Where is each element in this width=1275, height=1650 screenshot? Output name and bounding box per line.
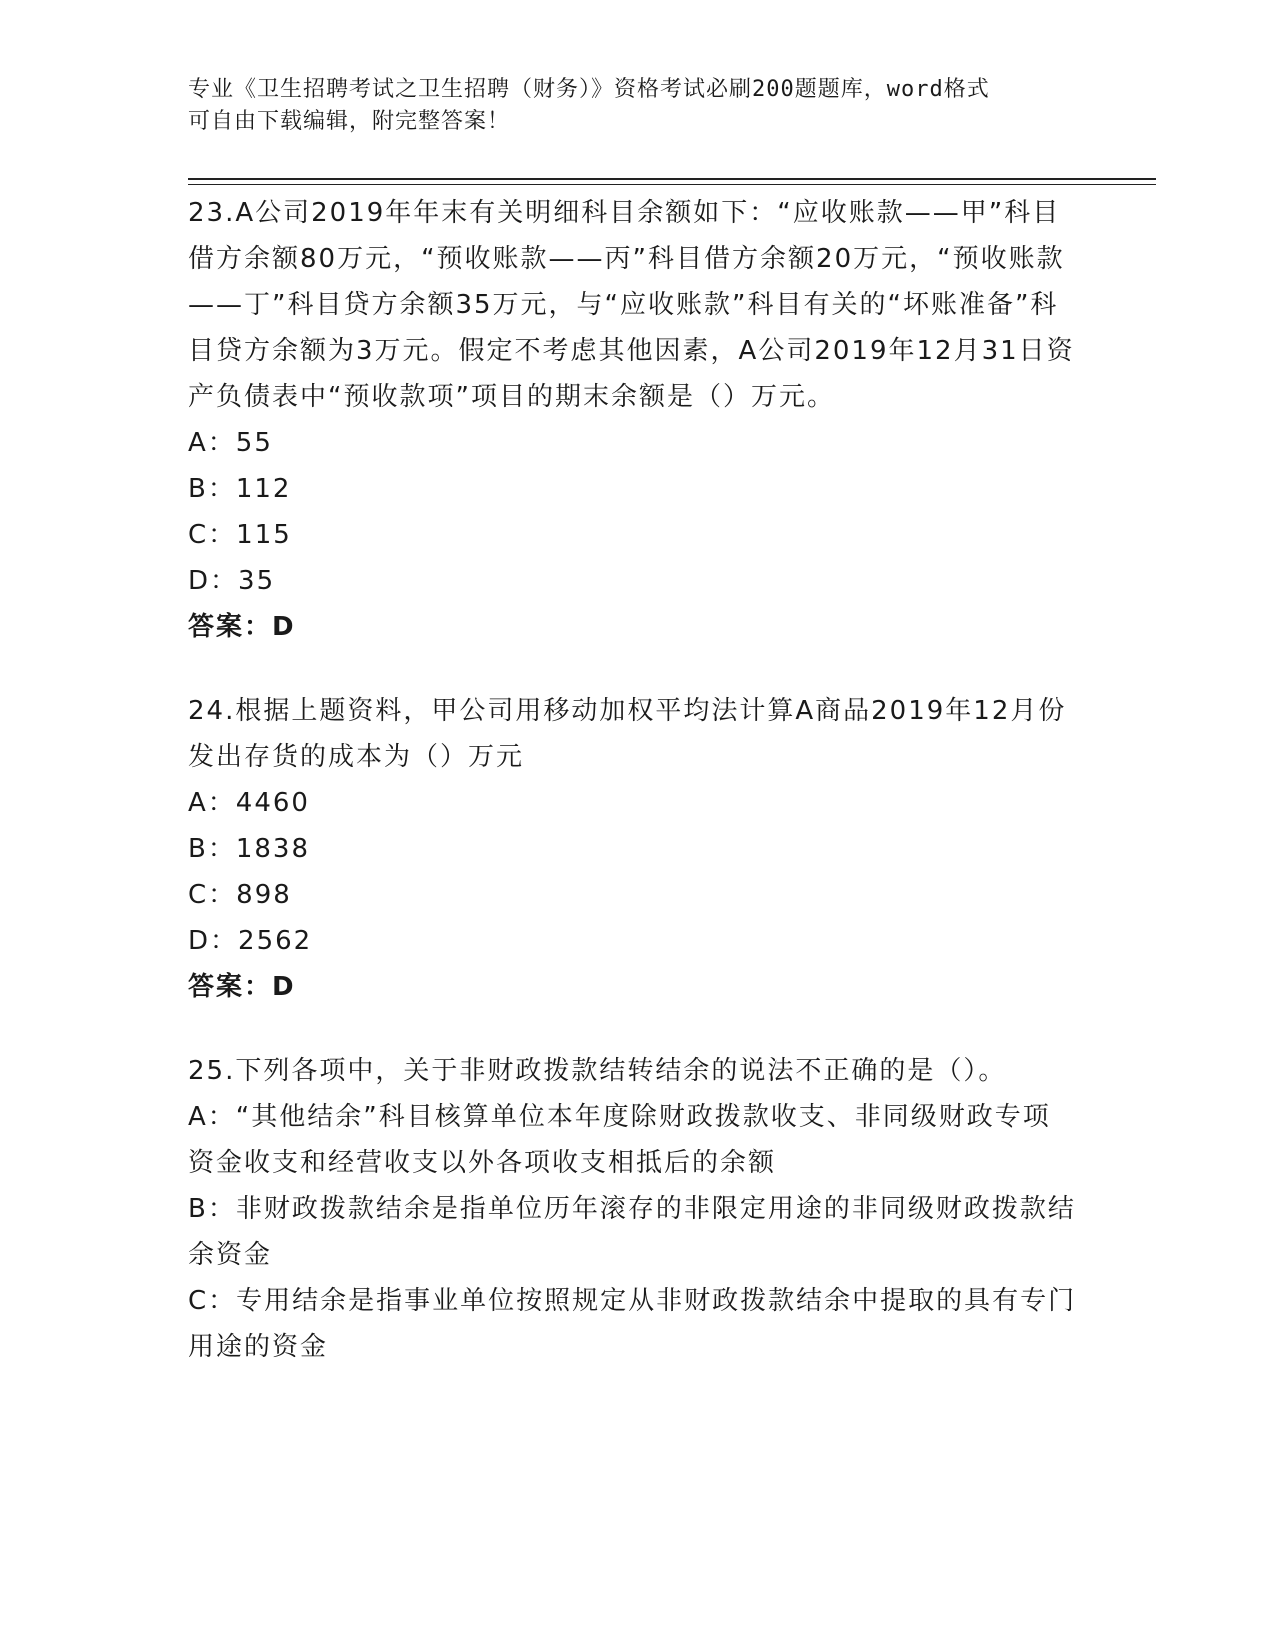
option-d: D：2562 [188,926,313,956]
question-text: 24.根据上题资料，甲公司用移动加权平均法计算A商品2019年12月份发出存货的成本为（）万元 [188,696,1067,772]
header-rule-thick [188,178,1156,180]
option-d: D：35 [188,566,276,596]
option-c: C：898 [188,880,292,910]
question-23 [188,190,1078,650]
option-b: B：非财政拨款结余是指单位历年滚存的非限定用途的非同级财政拨款结余资金 [188,1194,1076,1270]
option-a: A：4460 [188,788,310,818]
header-title-line1: 专业《卫生招聘考试之卫生招聘（财务）》资格考试必刷200题题库，word格式 [188,77,990,102]
question-text: 23.A公司2019年年末有关明细科目余额如下：“应收账款——甲”科目借方余额80万元，“预收账款——丙”科目借方余额20万元，“预收账款——丁”科目贷方余额35万元，与“应收账款”科目有关的“坏账准备”科目贷方余额为3万元。假定不考虑其他因素，A公司2019年12月31日资产负债表中“预收款项”项目的期末余额是（）万元。 [188,198,1075,412]
option-b: B：112 [188,474,292,504]
document-header [188,74,1068,138]
answer: 答案：D [188,612,296,642]
question-list [188,190,1078,1370]
option-b: B：1838 [188,834,311,864]
question-25 [188,1048,1078,1370]
header-rule-thin [188,184,1156,185]
option-a: A：55 [188,428,273,458]
header-title-line2: 可自由下载编辑，附完整答案！ [188,109,511,134]
option-a: A：“其他结余”科目核算单位本年度除财政拨款收支、非同级财政专项资金收支和经营收支以外各项收支相抵后的余额 [188,1102,1051,1178]
answer: 答案：D [188,972,296,1002]
question-24 [188,688,1078,1010]
question-text: 25.下列各项中，关于非财政拨款结转结余的说法不正确的是（）。 [188,1056,1007,1086]
option-c: C：115 [188,520,292,550]
option-c: C：专用结余是指事业单位按照规定从非财政拨款结余中提取的具有专门用途的资金 [188,1286,1077,1362]
